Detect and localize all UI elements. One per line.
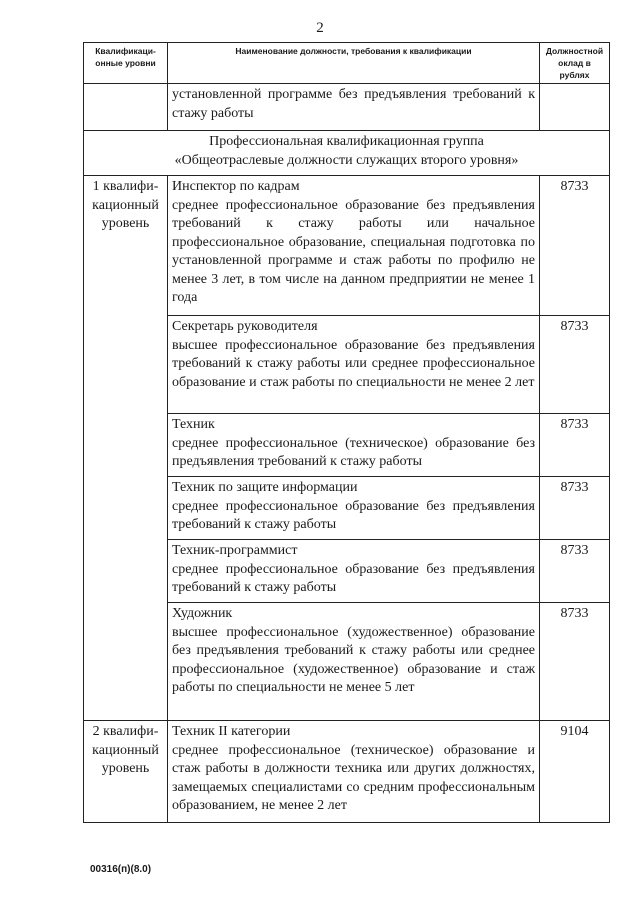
- position-cell: [168, 721, 540, 823]
- level-1-label: 1 квалифи-кационный уровень: [84, 176, 168, 721]
- position-cell: [168, 477, 540, 540]
- salary-value: 8733: [540, 540, 610, 603]
- table-row-continuation: [84, 84, 610, 131]
- position-title: Художник: [172, 606, 233, 621]
- page-number: 2: [316, 20, 324, 36]
- position-title: Секретарь руководителя: [172, 319, 318, 334]
- position-title: Техник II категории: [172, 724, 291, 739]
- position-title: Техник: [172, 417, 215, 432]
- position-requirements: среднее профессиональное (техническое) образование и стаж работы в должности техника или других должностях, замещаемых специалистами со средним профессиональным образованием, не менее 2 лет: [172, 742, 535, 813]
- table-header-row: [84, 43, 610, 84]
- empty-cell: [84, 84, 168, 131]
- qualification-table: [83, 42, 610, 823]
- salary-value: 8733: [540, 603, 610, 721]
- position-cell: [168, 603, 540, 721]
- position-requirements: среднее профессиональное (техническое) образование без предъявления требований к стажу работы: [172, 435, 535, 469]
- continuation-text: установленной программе без предъявления требований к стажу работы: [168, 84, 540, 131]
- group-title-line-2: «Общеотраслевые должности служащих второго уровня»: [174, 152, 519, 168]
- position-requirements: среднее профессиональное образование без предъявления требований к стажу работы: [172, 561, 535, 595]
- position-title: Техник по защите информации: [172, 480, 358, 495]
- position-title: Техник-программист: [172, 543, 298, 558]
- position-requirements: высшее профессиональное образование без предъявления требований к стажу работы или среднее профессиональное образование и стаж работы по специальности не менее 2 лет: [172, 337, 535, 390]
- position-requirements: высшее профессиональное (художественное) образование без предъявления требований к стажу работы или среднее профессиональное (художественное) образование и стаж работы по специальности не менее 5 лет: [172, 624, 535, 695]
- header-levels: Квалификаци-онные уровни: [84, 43, 168, 84]
- position-cell: [168, 414, 540, 477]
- salary-value: 8733: [540, 477, 610, 540]
- group-title-row: [84, 131, 610, 176]
- group-title: [84, 131, 610, 176]
- group-title-line-1: Профессиональная квалификационная группа: [209, 134, 484, 149]
- salary-value: 8733: [540, 176, 610, 316]
- position-cell: [168, 176, 540, 316]
- level-2-label: 2 квалифи-кационный уровень: [84, 721, 168, 823]
- salary-value: 9104: [540, 721, 610, 823]
- salary-value: 8733: [540, 414, 610, 477]
- empty-cell: [540, 84, 610, 131]
- header-position: Наименование должности, требования к квалификации: [168, 43, 540, 84]
- position-requirements: среднее профессиональное образование без предъявления требований к стажу работы или начальное профессиональное образование, специальная подготовка по установленной программе и стаж работы по профилю не менее 3 лет, в том числе на данном предприятии не менее 1 года: [172, 197, 535, 305]
- document-code: 00316(п)(8.0): [90, 864, 152, 875]
- table-row: [84, 176, 610, 316]
- position-requirements: среднее профессиональное образование без предъявления требований к стажу работы: [172, 498, 535, 532]
- position-cell: [168, 316, 540, 414]
- header-salary: Должностной оклад в рублях: [540, 43, 610, 84]
- salary-value: 8733: [540, 316, 610, 414]
- position-cell: [168, 540, 540, 603]
- position-title: Инспектор по кадрам: [172, 179, 300, 194]
- table-row: [84, 721, 610, 823]
